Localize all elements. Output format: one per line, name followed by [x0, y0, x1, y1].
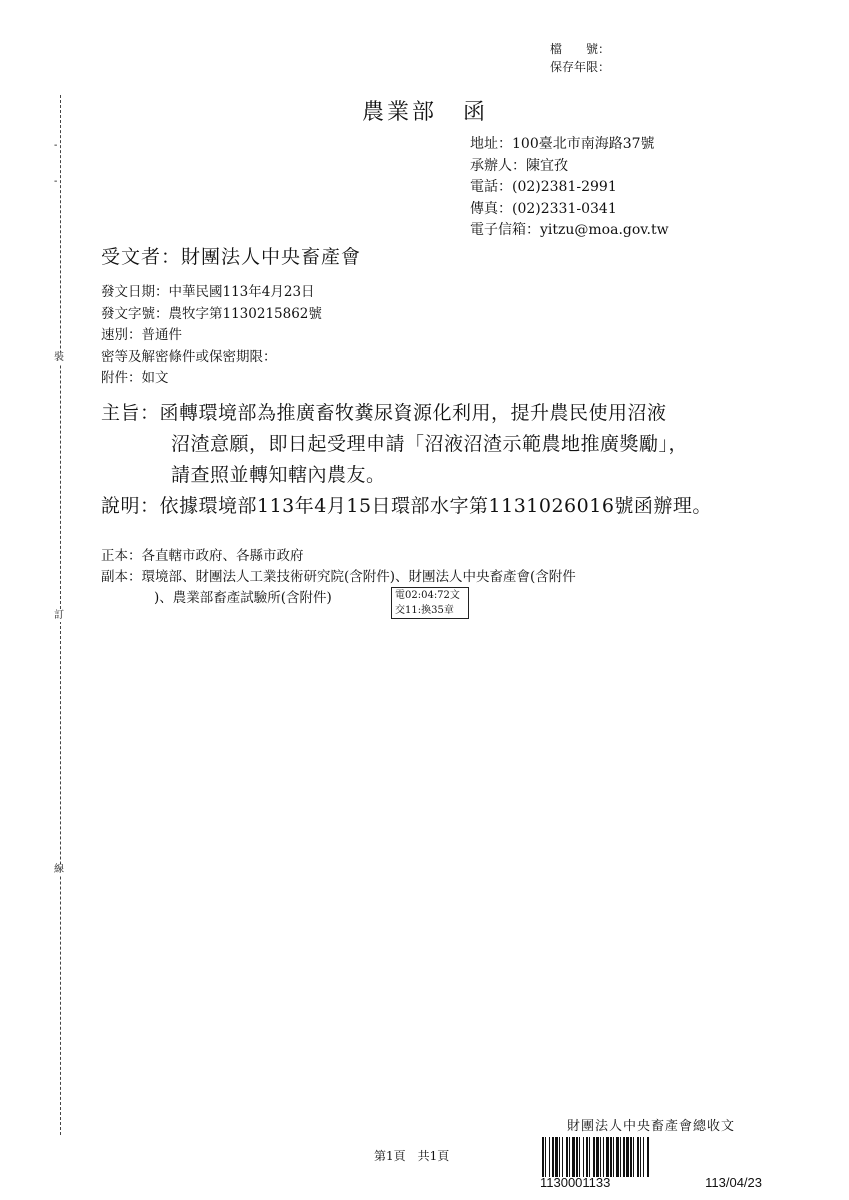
attachment: 附件：如文 — [101, 370, 169, 386]
document-number: 發文字號：農牧字第1130215862號 — [101, 305, 322, 322]
margin-mark-bind: 裝 — [54, 352, 64, 363]
stamp-line: 電02:04:72文 — [395, 590, 460, 601]
archive-block — [550, 40, 610, 76]
contact-block — [470, 134, 669, 242]
document-title — [362, 95, 488, 126]
recipient: 受文者：財團法人中央畜產會 — [101, 246, 362, 268]
secrecy-level: 密等及解密條件或保密期限： — [101, 348, 277, 365]
file-number-label: 檔 號： — [550, 42, 611, 56]
receipt-stamp — [540, 1115, 762, 1190]
receipt-label: 財團法人中央畜產會總收文 — [566, 1119, 735, 1134]
phone: 電話：(02)2381-2991 — [470, 179, 617, 195]
margin-mark-staple: 訂 — [54, 610, 64, 621]
original-recipients: 正本：各直轄市政府、各縣市政府 — [101, 548, 304, 564]
speed-class: 速別：普通件 — [101, 327, 182, 343]
issue-date: 發文日期：中華民國113年4月23日 — [101, 284, 315, 300]
barcode-icon — [540, 1137, 762, 1177]
binding-tick: - — [54, 176, 58, 187]
receipt-number: 1130001133 — [540, 1175, 611, 1190]
subject-line: 主旨：函轉環境部為推廣畜牧糞尿資源化利用，提升農民使用沼液 — [101, 402, 667, 424]
page-number: 第1頁 共1頁 — [374, 1149, 450, 1163]
retention-period-label: 保存年限： — [550, 60, 611, 74]
subject-line: 請查照並轉知轄內農友。 — [171, 464, 386, 486]
handler: 承辦人：陳宜孜 — [470, 157, 568, 174]
fax: 傳真：(02)2331-0341 — [470, 200, 617, 217]
explanation: 說明：依據環境部113年4月15日環部水字第1131026016號函辦理。 — [101, 495, 712, 517]
exchange-stamp — [391, 587, 469, 619]
margin-mark-line: 線 — [54, 864, 64, 875]
distribution-block — [101, 546, 576, 609]
receipt-date: 113/04/23 — [705, 1175, 762, 1190]
stamp-line: 交11:換35章 — [395, 605, 454, 616]
copy-recipients-cont: )、農業部畜產試驗所(含附件) — [154, 590, 332, 606]
address: 地址：100臺北市南海路37號 — [470, 136, 655, 152]
binding-tick: - — [54, 140, 58, 151]
document-type: 函 — [463, 100, 489, 125]
copy-recipients: 副本：環境部、財團法人工業技術研究院(含附件)、財團法人中央畜產會(含附件 — [101, 569, 576, 585]
agency-name: 農業部 — [362, 100, 438, 125]
document-body — [101, 398, 712, 522]
email: 電子信箱：yitzu@moa.gov.tw — [470, 222, 669, 238]
subject-line: 沼渣意願，即日起受理申請「沼液沼渣示範農地推廣獎勵」， — [171, 433, 689, 455]
document-meta — [101, 282, 322, 390]
